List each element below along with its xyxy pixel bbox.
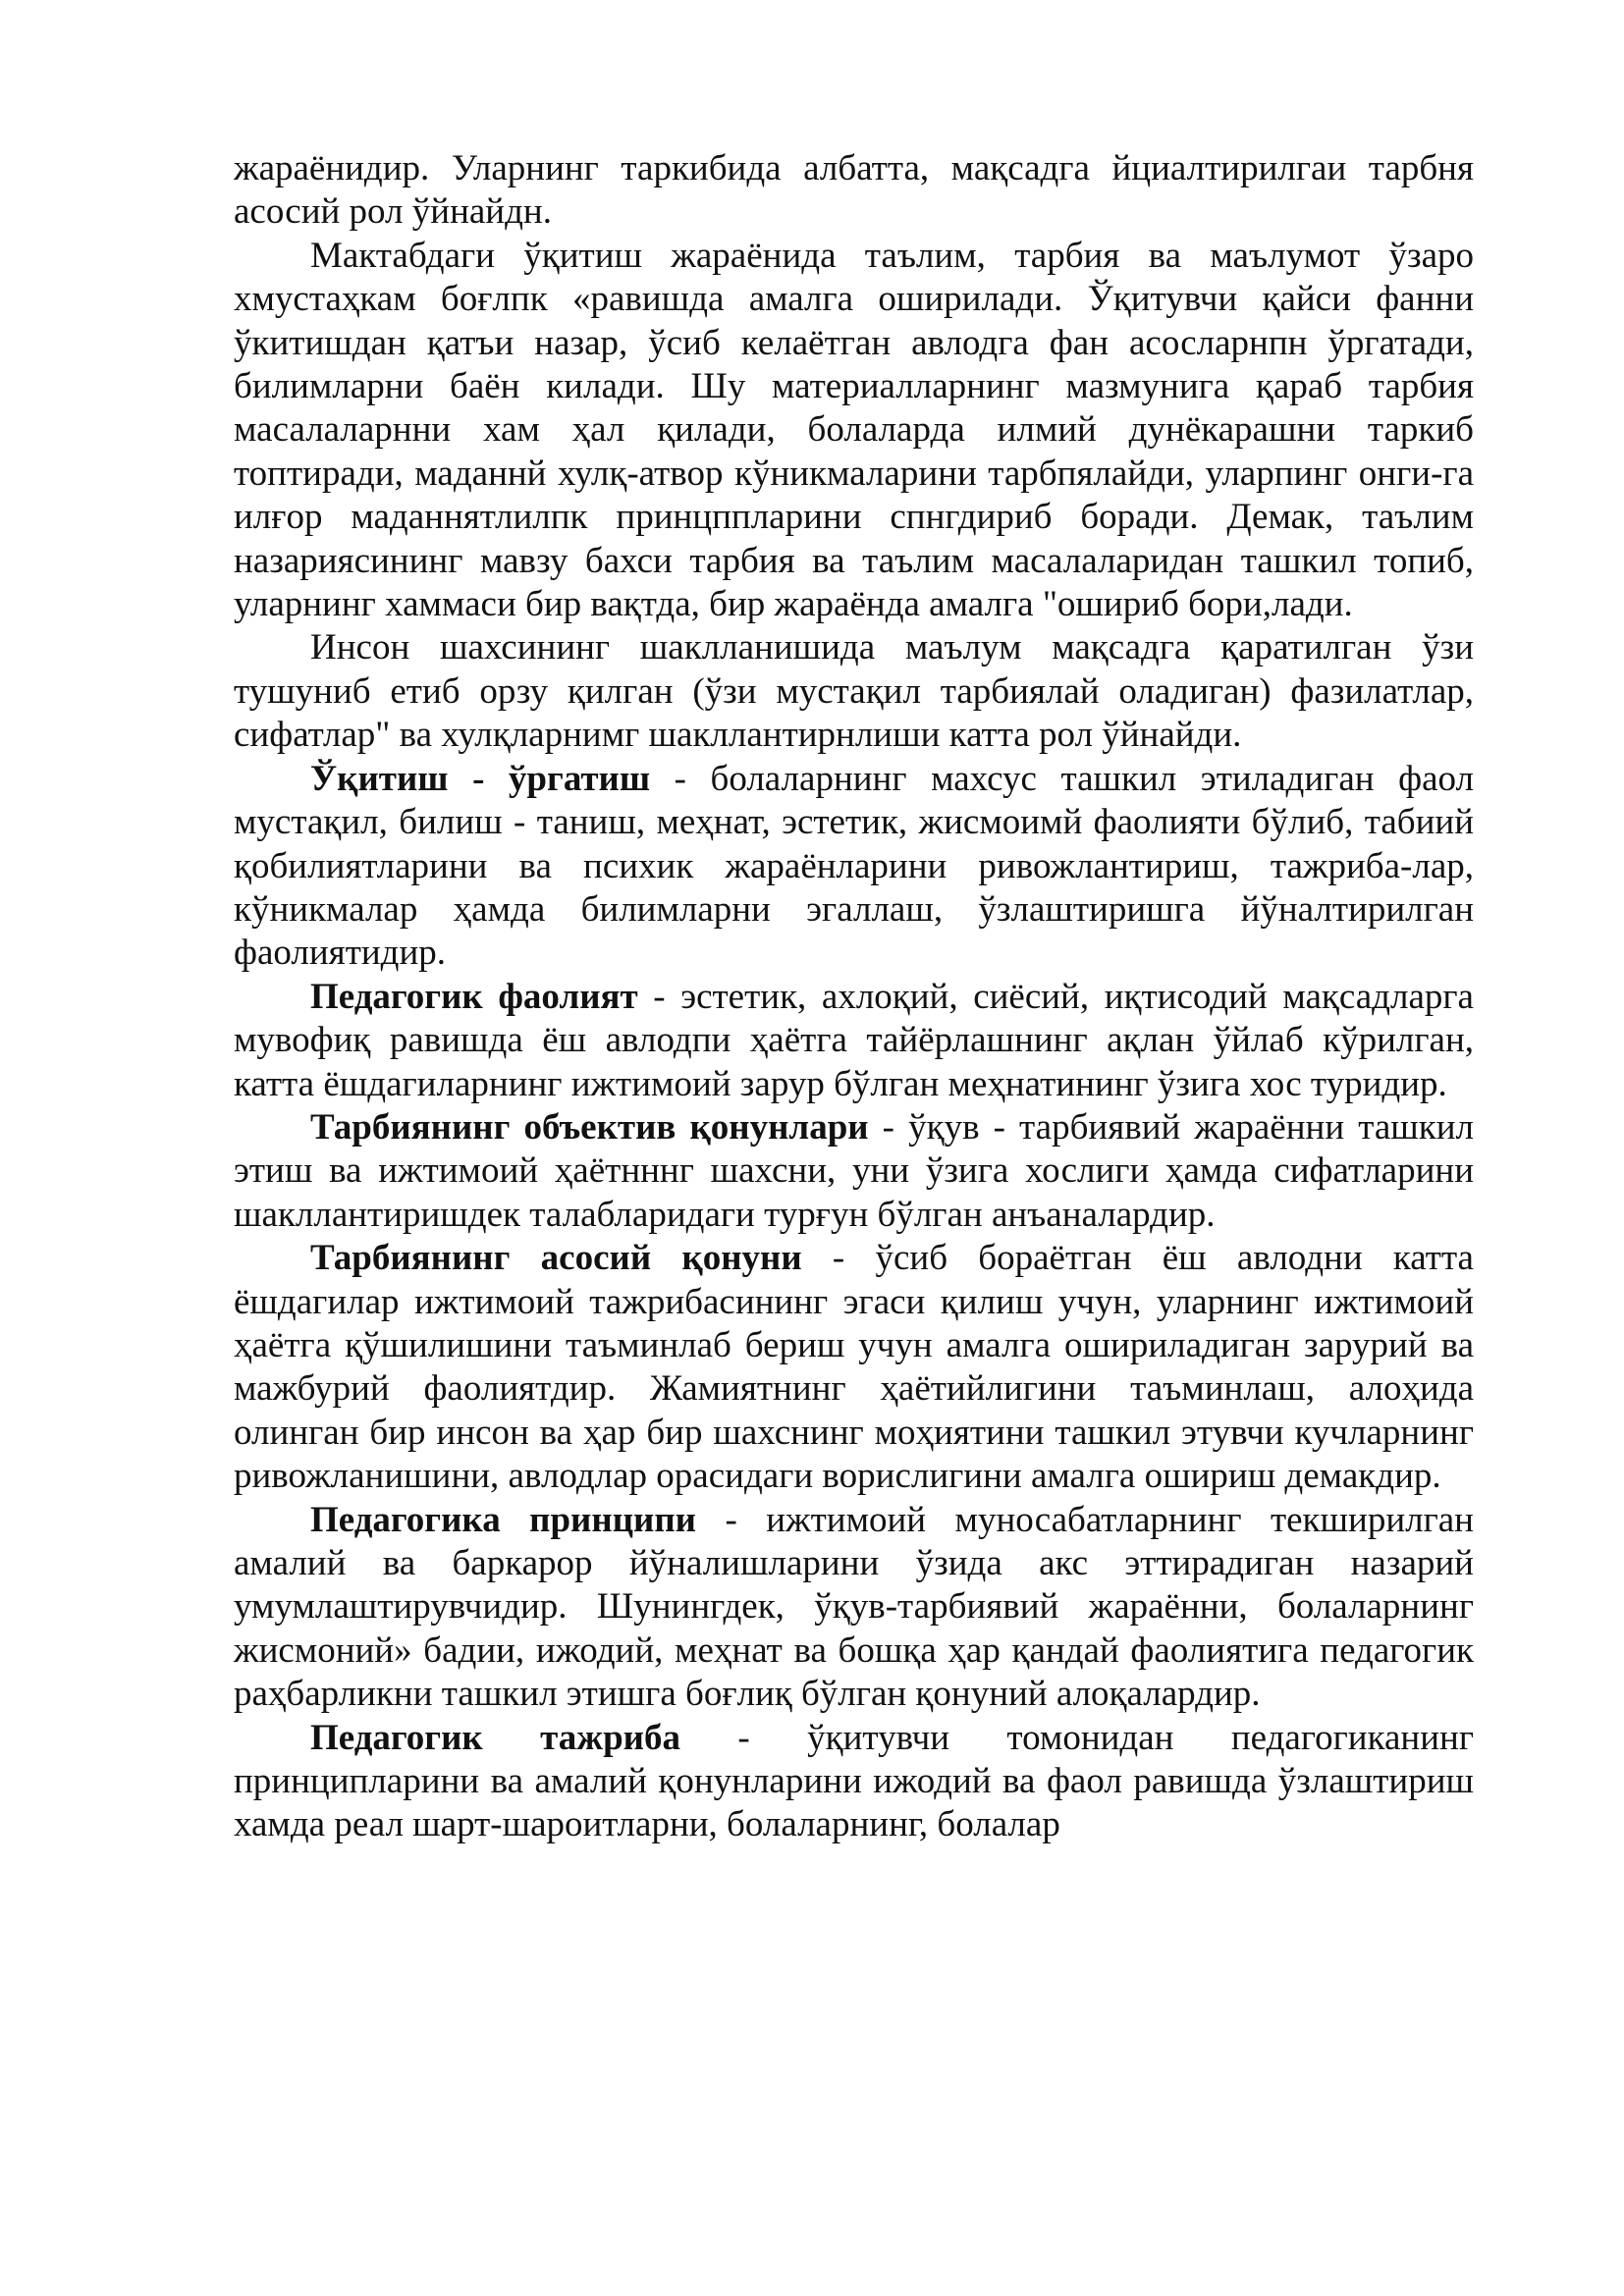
term-pedagogical-activity: Педагогик фаолият xyxy=(310,976,638,1017)
term-pedagogical-experience: Педагогик тажриба xyxy=(310,1717,680,1758)
paragraph-text: - болаларнинг махсус ташкил этиладиган фаол мустақил, билиш - таниш, меҳнат, эстетик, жисмоимй фаолияти бўлиб, табиий қобилиятларини ва психик жараёнларини ривожлантириш, тажриба-лар, кўникмалар ҳамда билимларни эгаллаш, ўзлаштиришга йўналтирилган фаолиятидир. xyxy=(234,758,1474,974)
paragraph-text: Мактабдаги ўқитиш жараёнида таълим, тарбия ва маълумот ўзаро хмустаҳкам боғлпк «равишда амалга оширилади. Ўқитувчи қайси фанни ўкитишдан қатъи назар, ўсиб келаётган авлодга фан асосларнпн ўргатади, билимларни баён килади. Шу материалларнинг мазмунига қараб тарбия масалаларнни хам ҳал қилади, болаларда илмий дунёкарашни таркиб топтиради, маданнй хулқ-атвор кўникмаларини тарбпялайди, уларпинг онги-га илғор маданнятлилпк принцппларини спнгдириб боради. Демак, таълим назариясининг мавзу бахси тарбия ва таълим масалаларидан ташкил топиб, уларнинг хаммаси бир вақтда, бир жараёнда амалга "ошириб бори,лади. xyxy=(234,235,1474,625)
term-teaching: Ўқитиш - ўргатиш xyxy=(310,758,651,799)
paragraph-definition-pedagogy-principle xyxy=(234,1499,1474,1717)
paragraph-continuation xyxy=(234,147,1474,235)
paragraph-text: - ўқув - тарбиявий жараённи ташкил этиш ва ижтимоий ҳаётнннг шахсни, уни ўзига хослиги ҳамда сифатларини шакллантиришдек талабларидаги турғун бўлган анъаналардир. xyxy=(234,1106,1475,1235)
paragraph-text: - ўқитувчи томонидан педагогиканинг принципларини ва амалий қонунларини ижодий ва фаол равишда ўзлаштириш хамда реал шарт-шароитларни, болаларнинг, болалар xyxy=(234,1717,1474,1845)
paragraph-school-teaching xyxy=(234,235,1474,627)
paragraph-text: Инсон шахсининг шаклланишида маълум мақсадга қаратилган ўзи тушуниб етиб орзу қилган (ўзи мустақил тарбиялай оладиган) фазилатлар, сифатлар" ва хулқларнимг шакллантирнлиши катта рол ўйнайди. xyxy=(234,627,1474,756)
paragraph-text: - эстетик, ахлоқий, сиёсий, иқтисодий мақсадларга мувофиқ равишда ёш авлодпи ҳаётга тайёрлашнинг ақлан ўйлаб кўрилган, катта ёшдагиларнинг ижтимоий зарур бўлган меҳнатининг ўзига хос туридир. xyxy=(234,976,1474,1104)
paragraph-text: - ўсиб бораётган ёш авлодни катта ёшдагилар ижтимоий тажрибасининг эгаси қилиш учун, уларнинг ижтимоий ҳаётга қўшилишини таъминлаб бериш учун амалга ошириладиган зарурий ва мажбурий фаолиятдир. Жамиятнинг ҳаётийлигини таъминлаш, алоҳида олинган бир инсон ва ҳар бир шахснинг моҳиятини ташкил этувчи кучларнинг ривожланишини, авлодлар орасидаги ворислигини амалга ошириш демакдир. xyxy=(234,1238,1474,1497)
paragraph-definition-objective-laws xyxy=(234,1106,1474,1237)
term-objective-laws: Тарбиянинг объектив қонунлари xyxy=(310,1106,869,1148)
paragraph-definition-pedagogical-activity xyxy=(234,976,1474,1106)
paragraph-text: - ижтимоий муносабатларнинг текширилган амалий ва баркарор йўналишларини ўзида акс эттирадиган назарий умумлаштирувчидир. Шунингдек, ўқув-тарбиявий жараённи, болаларнинг жисмоний» бадии, ижодий, меҳнат ва бошқа ҳар қандай фаолиятига педагогик раҳбарликни ташкил этишга боғлиқ бўлган қонуний алоқалардир. xyxy=(234,1499,1474,1715)
paragraph-text: жараёнидир. Уларнинг таркибида албатта, мақсадга йциалтирилгаи тарбня асосий рол ўйнайдн. xyxy=(234,148,1474,233)
paragraph-definition-teaching xyxy=(234,758,1474,976)
document-page xyxy=(234,147,1474,1847)
term-main-law: Тарбиянинг асосий қонуни xyxy=(310,1238,802,1279)
paragraph-definition-main-law xyxy=(234,1237,1474,1498)
paragraph-personality-formation xyxy=(234,626,1474,757)
term-pedagogy-principle: Педагогика принципи xyxy=(310,1499,696,1540)
paragraph-definition-pedagogical-experience xyxy=(234,1717,1474,1847)
